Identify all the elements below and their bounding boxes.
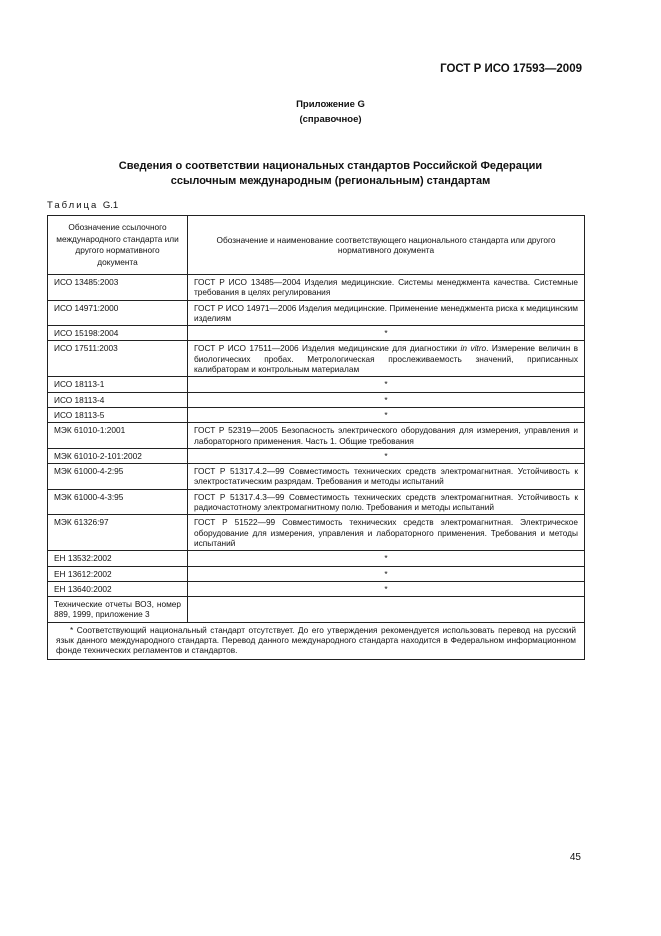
national-standard-cell: [188, 597, 585, 623]
national-standard-cell: ГОСТ Р 51317.4.3—99 Совместимость технических средств электромагнитная. Устойчивость к радиочастотному электромагнитному полю. Требования и методы испытаний: [188, 489, 585, 515]
table-row: [48, 597, 585, 623]
page-number: 45: [569, 852, 581, 863]
reference-standard-cell: ИСО 18113-1: [48, 377, 188, 392]
table-row: [48, 377, 585, 392]
column-header-reference-standard: Обозначение ссылочного международного стандарта или другого нормативного документа: [48, 216, 188, 275]
national-standard-cell: ГОСТ Р 51522—99 Совместимость технических средств электромагнитная. Электрическое оборудование для измерения, управления и лабораторного применения. Требования и методы испытаний: [188, 515, 585, 551]
national-standard-cell: ГОСТ Р 51317.4.2—99 Совместимость технических средств электромагнитная. Устойчивость к электростатическим разрядам. Требования и методы испытаний: [188, 464, 585, 490]
table-label-word: Таблица: [47, 200, 99, 211]
national-standard-text-continued: . Измерение величин в биологических пробах. Метрологическая прослеживаемость значений, приписанных калибраторам и контрольным материалам: [194, 343, 579, 375]
reference-standard-cell: МЭК 61010-1:2001: [48, 423, 188, 449]
table-footnote: [48, 622, 585, 659]
table-row: [48, 566, 585, 581]
no-equivalent-marker: *: [188, 407, 585, 422]
reference-standard-cell: ЕН 13532:2002: [48, 551, 188, 566]
reference-standard-cell: ИСО 15198:2004: [48, 326, 188, 341]
reference-standard-cell: ЕН 13640:2002: [48, 581, 188, 596]
table-row: [48, 515, 585, 551]
no-equivalent-marker: *: [188, 448, 585, 463]
appendix-heading: [0, 97, 661, 127]
no-equivalent-marker: *: [188, 581, 585, 596]
reference-standard-cell: МЭК 61000-4-2:95: [48, 464, 188, 490]
no-equivalent-marker: *: [188, 377, 585, 392]
national-standard-cell: ГОСТ Р ИСО 14971—2006 Изделия медицинские. Применение менеджмента риска к медицинским изделиям: [188, 300, 585, 326]
reference-standard-cell: ИСО 17511:2003: [48, 341, 188, 377]
reference-standard-cell: Технические отчеты ВОЗ, номер 889, 1999, приложение 3: [48, 597, 188, 623]
table-row: [48, 407, 585, 422]
table-footnote-row: [48, 622, 585, 659]
table-label: [47, 200, 118, 211]
reference-standard-cell: ИСО 14971:2000: [48, 300, 188, 326]
table-row: [48, 551, 585, 566]
table-row: [48, 392, 585, 407]
table-header-row: [48, 216, 585, 275]
table-row: [48, 326, 585, 341]
reference-standard-cell: ИСО 18113-5: [48, 407, 188, 422]
table-footnote-text: * Соответствующий национальный стандарт отсутствует. До его утверждения рекомендуется использовать перевод на русский язык данного международного стандарта. Перевод данного международного стандарта находится в Федеральном информационном фонде технических регламентов и стандартов.: [56, 624, 576, 656]
in-vitro-term: in vitro: [460, 343, 487, 354]
table-label-number: G.1: [102, 200, 119, 211]
no-equivalent-marker: *: [188, 566, 585, 581]
national-standard-cell: [188, 341, 585, 377]
appendix-title: Приложение G: [296, 99, 365, 110]
table-row: [48, 448, 585, 463]
reference-standard-cell: МЭК 61000-4-3:95: [48, 489, 188, 515]
no-equivalent-marker: *: [188, 551, 585, 566]
reference-standard-cell: ИСО 13485:2003: [48, 275, 188, 301]
section-title-line-2: ссылочным международным (региональным) стандартам: [170, 175, 491, 187]
national-standard-cell: ГОСТ Р 52319—2005 Безопасность электрического оборудования для измерения, управления и лабораторного применения. Часть 1. Общие требования: [188, 423, 585, 449]
column-header-national-standard: Обозначение и наименование соответствующего национального стандарта или другого нормативного документа: [188, 216, 585, 275]
no-equivalent-marker: *: [188, 392, 585, 407]
table-row: [48, 341, 585, 377]
table-row: [48, 581, 585, 596]
table-row: [48, 489, 585, 515]
appendix-subtitle: (справочное): [299, 114, 362, 125]
table-row: [48, 275, 585, 301]
standards-correspondence-table: [47, 215, 585, 660]
section-title-line-1: Сведения о соответствии национальных стандартов Российской Федерации: [118, 160, 543, 172]
no-equivalent-marker: *: [188, 326, 585, 341]
table-row: [48, 423, 585, 449]
reference-standard-cell: ИСО 18113-4: [48, 392, 188, 407]
table-row: [48, 300, 585, 326]
national-standard-text: ГОСТ Р ИСО 17511—2006 Изделия медицинские для диагностики: [194, 343, 461, 354]
section-title: [0, 159, 661, 189]
table-row: [48, 464, 585, 490]
document-code: ГОСТ Р ИСО 17593—2009: [440, 63, 582, 75]
national-standard-cell: ГОСТ Р ИСО 13485—2004 Изделия медицинские. Системы менеджмента качества. Системные требования в целях регулирования: [188, 275, 585, 301]
reference-standard-cell: МЭК 61326:97: [48, 515, 188, 551]
reference-standard-cell: ЕН 13612:2002: [48, 566, 188, 581]
reference-standard-cell: МЭК 61010-2-101:2002: [48, 448, 188, 463]
